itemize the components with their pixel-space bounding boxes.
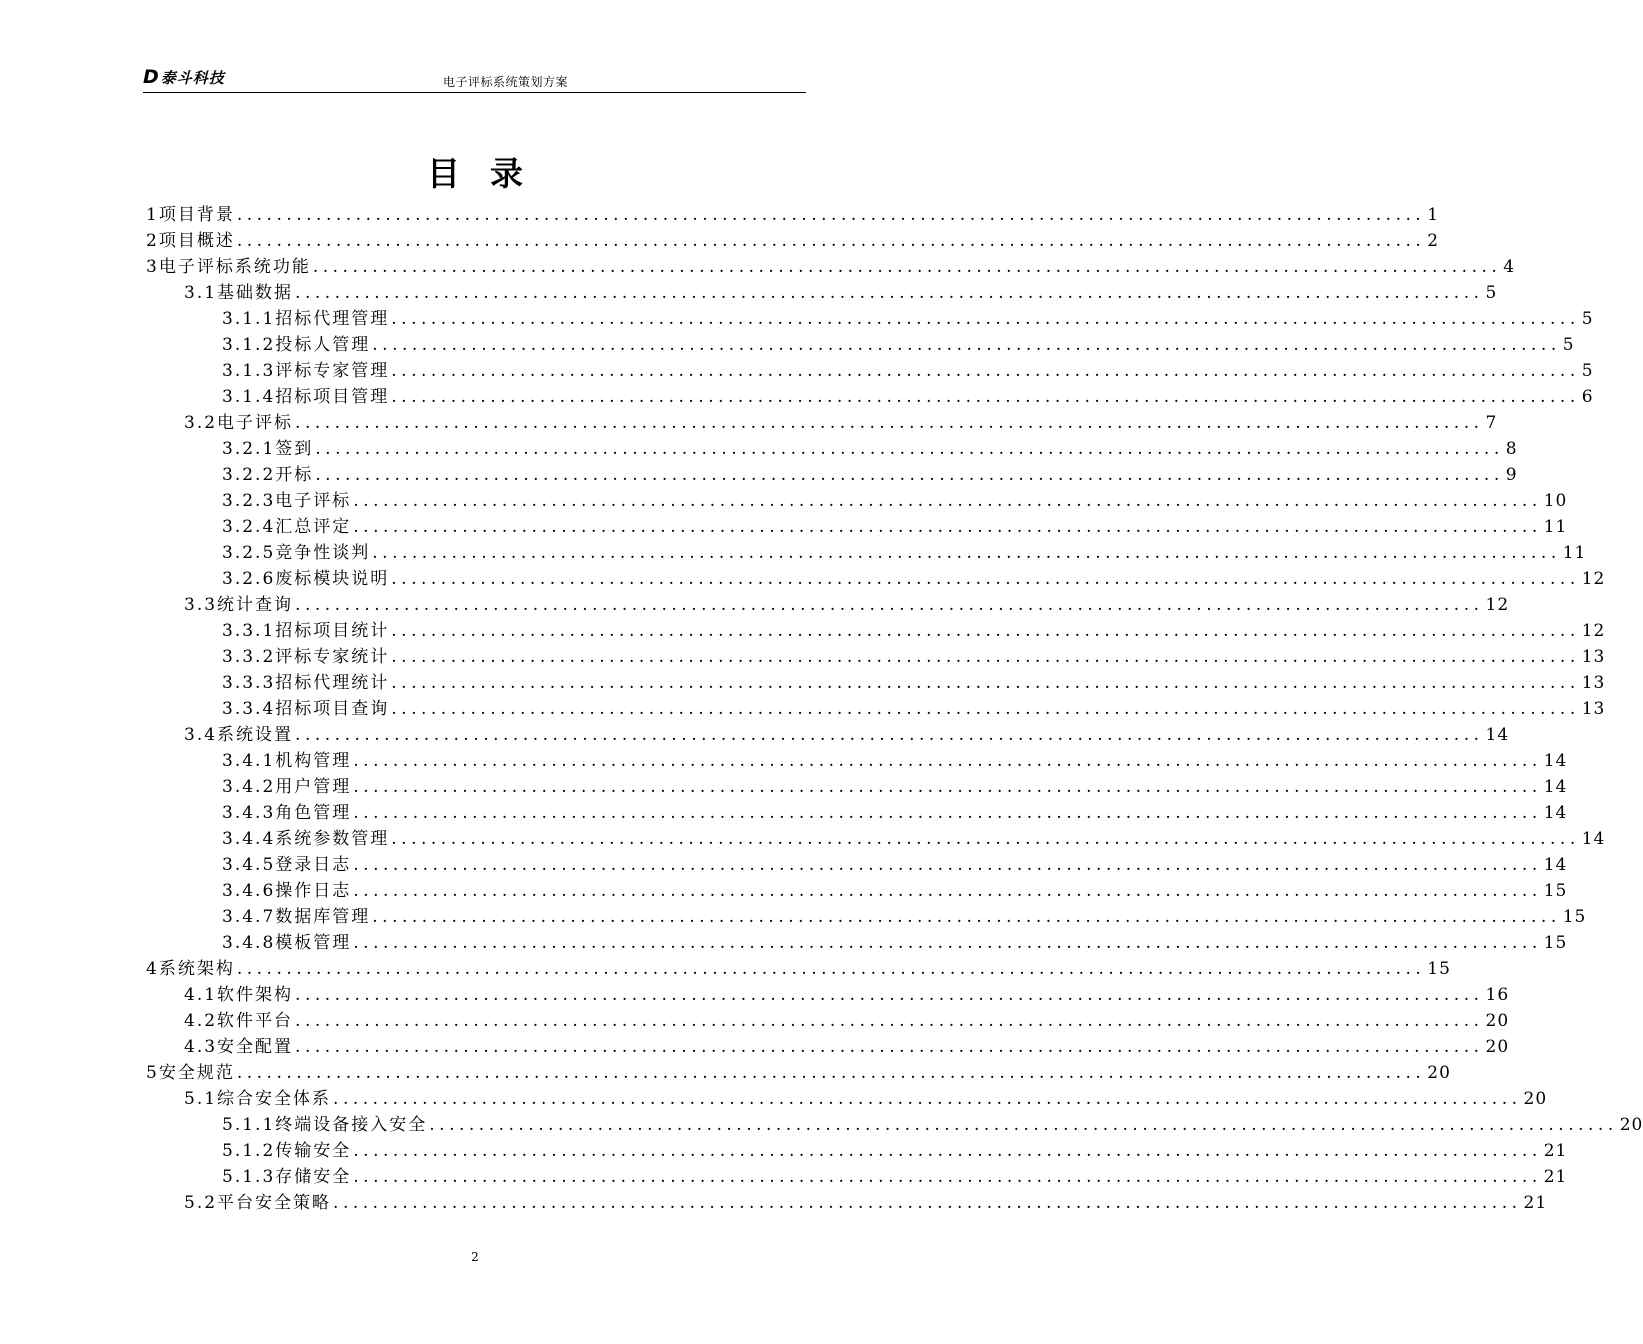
logo-mark: D — [143, 66, 160, 88]
toc-entry-page: 15 — [1543, 881, 1568, 901]
toc-entry-number: 3.1 — [184, 283, 218, 303]
toc-entry[interactable] — [146, 1138, 1568, 1164]
toc-entry[interactable] — [146, 1112, 1643, 1138]
toc-entry-label: 系统架构 — [158, 959, 235, 979]
toc-entry-number: 3.1.3 — [222, 361, 276, 381]
toc-entry-number: 3.4.3 — [222, 803, 276, 823]
toc-entry-page: 12 — [1581, 621, 1606, 641]
toc-entry-label: 项目概述 — [158, 231, 235, 251]
toc-entry-page: 20 — [1485, 1037, 1510, 1057]
toc-entry-number: 5 — [146, 1063, 159, 1083]
toc-dot-leader: ........................................................................................................................ — [391, 309, 1580, 329]
toc-dot-leader: ........................................................................................................................ — [372, 907, 1561, 927]
toc-dot-leader: ........................................................................................................................ — [295, 413, 1484, 433]
toc-entry-number: 3.2.3 — [222, 491, 276, 511]
toc-entry-page: 12 — [1485, 595, 1510, 615]
toc-entry[interactable] — [146, 722, 1510, 748]
table-of-contents — [146, 202, 1643, 1216]
toc-entry-page: 21 — [1523, 1193, 1548, 1213]
toc-entry-label: 用户管理 — [275, 777, 352, 797]
toc-entry-number: 5.2 — [184, 1193, 218, 1213]
toc-dot-leader: ........................................................................................................................ — [372, 543, 1561, 563]
toc-entry[interactable] — [146, 670, 1606, 696]
toc-entry-number: 3.4.8 — [222, 933, 276, 953]
toc-entry-page: 2 — [1427, 231, 1440, 251]
toc-entry-page: 14 — [1581, 829, 1606, 849]
toc-entry-page: 15 — [1543, 933, 1568, 953]
toc-entry[interactable] — [146, 592, 1510, 618]
toc-entry-label: 安全规范 — [158, 1063, 235, 1083]
toc-dot-leader: ........................................................................................................................ — [391, 569, 1580, 589]
toc-entry-label: 模板管理 — [275, 933, 352, 953]
toc-entry[interactable] — [146, 800, 1568, 826]
toc-entry-label: 平台安全策略 — [217, 1193, 332, 1213]
toc-dot-leader: ........................................................................................................................ — [295, 1011, 1484, 1031]
toc-entry-label: 电子评标 — [217, 413, 294, 433]
toc-entry-page: 9 — [1505, 465, 1518, 485]
toc-entry-label: 招标项目管理 — [275, 387, 390, 407]
toc-entry-label: 机构管理 — [275, 751, 352, 771]
toc-entry-number: 3.1.1 — [222, 309, 276, 329]
toc-entry[interactable] — [146, 644, 1606, 670]
toc-dot-leader: ........................................................................................................................ — [353, 517, 1542, 537]
toc-entry-page: 5 — [1581, 309, 1594, 329]
toc-entry-page: 16 — [1485, 985, 1510, 1005]
toc-entry-page: 20 — [1427, 1063, 1451, 1083]
toc-entry-number: 5.1.2 — [222, 1141, 276, 1161]
toc-entry-label: 角色管理 — [275, 803, 352, 823]
company-logo — [143, 66, 225, 88]
toc-entry-number: 3.3.3 — [222, 673, 276, 693]
toc-entry-number: 3.3.4 — [222, 699, 276, 719]
toc-entry-label: 招标代理管理 — [275, 309, 390, 329]
toc-entry-number: 4.3 — [184, 1037, 218, 1057]
toc-entry[interactable] — [146, 280, 1498, 306]
toc-entry-number: 2 — [146, 231, 159, 251]
logo-text: 泰斗科技 — [160, 69, 225, 87]
toc-entry-number: 3.1.4 — [222, 387, 276, 407]
toc-entry-number: 3 — [146, 257, 159, 277]
toc-heading: 目录 — [427, 154, 553, 193]
toc-entry-page: 14 — [1543, 855, 1568, 875]
toc-entry-label: 统计查询 — [217, 595, 294, 615]
toc-entry-number: 3.4.7 — [222, 907, 276, 927]
toc-entry[interactable] — [146, 904, 1587, 930]
toc-dot-leader: ........................................................................................................................ — [333, 1089, 1522, 1109]
toc-entry[interactable] — [146, 202, 1440, 228]
toc-entry[interactable] — [146, 514, 1568, 540]
toc-dot-leader: ........................................................................................................................ — [312, 257, 1502, 277]
toc-entry-number: 3.3.2 — [222, 647, 276, 667]
toc-entry[interactable] — [146, 228, 1440, 254]
toc-entry-page: 11 — [1562, 543, 1587, 563]
toc-entry[interactable] — [146, 410, 1498, 436]
toc-dot-leader: ........................................................................................................................ — [236, 205, 1426, 225]
toc-entry[interactable] — [146, 774, 1568, 800]
toc-entry[interactable] — [146, 488, 1568, 514]
toc-entry-page: 14 — [1543, 803, 1568, 823]
toc-dot-leader: ........................................................................................................................ — [353, 855, 1542, 875]
toc-dot-leader: ........................................................................................................................ — [391, 699, 1580, 719]
toc-entry-number: 5.1 — [184, 1089, 218, 1109]
toc-entry[interactable] — [146, 852, 1568, 878]
toc-entry[interactable] — [146, 878, 1568, 904]
toc-entry-label: 传输安全 — [275, 1141, 352, 1161]
toc-entry-page: 20 — [1523, 1089, 1548, 1109]
toc-entry-label: 招标项目查询 — [275, 699, 390, 719]
toc-entry-page: 7 — [1485, 413, 1498, 433]
toc-entry-label: 存储安全 — [275, 1167, 352, 1187]
toc-entry-number: 4.2 — [184, 1011, 218, 1031]
toc-entry[interactable] — [146, 1060, 1451, 1086]
toc-entry-label: 系统参数管理 — [275, 829, 390, 849]
toc-entry-number: 3.2.6 — [222, 569, 276, 589]
toc-entry-page: 12 — [1581, 569, 1606, 589]
toc-dot-leader: ........................................................................................................................ — [391, 361, 1580, 381]
toc-entry-page: 20 — [1485, 1011, 1510, 1031]
toc-entry[interactable] — [146, 254, 1516, 280]
toc-entry-label: 废标模块说明 — [275, 569, 390, 589]
toc-dot-leader: ........................................................................................................................ — [353, 1167, 1542, 1187]
toc-entry-label: 安全配置 — [217, 1037, 294, 1057]
toc-entry[interactable] — [146, 1086, 1548, 1112]
toc-dot-leader: ........................................................................................................................ — [295, 283, 1484, 303]
toc-dot-leader: ........................................................................................................................ — [295, 1037, 1484, 1057]
toc-entry-page: 15 — [1427, 959, 1451, 979]
toc-entry-page: 11 — [1543, 517, 1568, 537]
toc-entry-number: 3.2.4 — [222, 517, 276, 537]
toc-dot-leader: ........................................................................................................................ — [236, 231, 1426, 251]
toc-dot-leader: ........................................................................................................................ — [353, 777, 1542, 797]
toc-entry-number: 4.1 — [184, 985, 218, 1005]
toc-dot-leader: ........................................................................................................................ — [391, 829, 1580, 849]
toc-entry[interactable] — [146, 384, 1594, 410]
toc-entry-page: 6 — [1581, 387, 1594, 407]
toc-entry-number: 3.2.1 — [222, 439, 276, 459]
toc-entry-label: 终端设备接入安全 — [275, 1115, 428, 1135]
toc-entry-page: 5 — [1562, 335, 1575, 355]
toc-dot-leader: ........................................................................................................................ — [429, 1115, 1618, 1135]
toc-entry-label: 开标 — [275, 465, 314, 485]
toc-dot-leader: ........................................................................................................................ — [353, 1141, 1542, 1161]
toc-dot-leader: ........................................................................................................................ — [353, 803, 1542, 823]
toc-entry[interactable] — [146, 358, 1594, 384]
toc-entry[interactable] — [146, 696, 1606, 722]
toc-entry-page: 21 — [1543, 1141, 1568, 1161]
document-title: 电子评标系统策划方案 — [443, 75, 569, 89]
toc-dot-leader: ........................................................................................................................ — [315, 465, 1504, 485]
toc-entry-label: 操作日志 — [275, 881, 352, 901]
toc-entry-page: 10 — [1543, 491, 1568, 511]
toc-entry-label: 招标代理统计 — [275, 673, 390, 693]
toc-dot-leader: ........................................................................................................................ — [333, 1193, 1522, 1213]
toc-dot-leader: ........................................................................................................................ — [353, 751, 1542, 771]
toc-entry[interactable] — [146, 436, 1518, 462]
toc-dot-leader: ........................................................................................................................ — [391, 647, 1580, 667]
toc-entry[interactable] — [146, 306, 1594, 332]
toc-entry-number: 5.1.3 — [222, 1167, 276, 1187]
toc-entry-number: 4 — [146, 959, 159, 979]
toc-entry-number: 3.2.5 — [222, 543, 276, 563]
toc-entry-number: 3.4 — [184, 725, 218, 745]
toc-dot-leader: ........................................................................................................................ — [353, 933, 1542, 953]
toc-entry[interactable] — [146, 618, 1606, 644]
toc-entry[interactable] — [146, 930, 1568, 956]
toc-entry-number: 3.4.5 — [222, 855, 276, 875]
toc-entry-page: 4 — [1503, 257, 1516, 277]
toc-entry-page: 13 — [1581, 699, 1606, 719]
toc-entry[interactable] — [146, 1164, 1568, 1190]
toc-entry-label: 软件平台 — [217, 1011, 294, 1031]
toc-entry-label: 投标人管理 — [275, 335, 371, 355]
toc-entry-page: 14 — [1543, 777, 1568, 797]
toc-entry-label: 电子评标 — [275, 491, 352, 511]
toc-entry[interactable] — [146, 826, 1606, 852]
toc-dot-leader: ........................................................................................................................ — [236, 1063, 1426, 1083]
toc-entry-label: 评标专家统计 — [275, 647, 390, 667]
toc-entry-label: 汇总评定 — [275, 517, 352, 537]
toc-entry-label: 综合安全体系 — [217, 1089, 332, 1109]
toc-dot-leader: ........................................................................................................................ — [315, 439, 1504, 459]
toc-entry-page: 14 — [1543, 751, 1568, 771]
toc-entry[interactable] — [146, 982, 1510, 1008]
toc-dot-leader: ........................................................................................................................ — [391, 673, 1580, 693]
toc-entry-label: 基础数据 — [217, 283, 294, 303]
toc-entry[interactable] — [146, 540, 1587, 566]
toc-entry-number: 3.4.6 — [222, 881, 276, 901]
toc-dot-leader: ........................................................................................................................ — [391, 387, 1580, 407]
toc-entry-page: 13 — [1581, 673, 1606, 693]
toc-entry-label: 电子评标系统功能 — [158, 257, 311, 277]
toc-dot-leader: ........................................................................................................................ — [372, 335, 1561, 355]
toc-entry-label: 项目背景 — [158, 205, 235, 225]
toc-entry-page: 5 — [1581, 361, 1594, 381]
toc-entry-page: 21 — [1543, 1167, 1568, 1187]
toc-entry[interactable] — [146, 1034, 1510, 1060]
toc-entry-number: 3.3.1 — [222, 621, 276, 641]
toc-entry-number: 5.1.1 — [222, 1115, 276, 1135]
toc-entry-page: 15 — [1562, 907, 1587, 927]
toc-entry[interactable] — [146, 1190, 1548, 1216]
toc-entry-page: 1 — [1427, 205, 1440, 225]
toc-entry-page: 8 — [1505, 439, 1518, 459]
toc-entry-number: 3.1.2 — [222, 335, 276, 355]
toc-entry-number: 3.4.4 — [222, 829, 276, 849]
toc-entry-label: 系统设置 — [217, 725, 294, 745]
toc-entry-number: 3.4.1 — [222, 751, 276, 771]
toc-entry[interactable] — [146, 956, 1451, 982]
toc-entry-label: 软件架构 — [217, 985, 294, 1005]
toc-dot-leader: ........................................................................................................................ — [295, 595, 1484, 615]
page-header — [143, 62, 806, 93]
toc-dot-leader: ........................................................................................................................ — [353, 881, 1542, 901]
toc-dot-leader: ........................................................................................................................ — [391, 621, 1580, 641]
toc-entry[interactable] — [146, 748, 1568, 774]
toc-entry[interactable] — [146, 566, 1606, 592]
toc-entry-page: 20 — [1619, 1115, 1643, 1135]
toc-entry-page: 14 — [1485, 725, 1510, 745]
toc-entry-number: 1 — [146, 205, 159, 225]
toc-entry-number: 3.2 — [184, 413, 218, 433]
toc-entry-label: 评标专家管理 — [275, 361, 390, 381]
toc-dot-leader: ........................................................................................................................ — [295, 725, 1484, 745]
toc-dot-leader: ........................................................................................................................ — [295, 985, 1484, 1005]
toc-entry[interactable] — [146, 332, 1575, 358]
toc-entry-page: 13 — [1581, 647, 1606, 667]
toc-entry-label: 登录日志 — [275, 855, 352, 875]
toc-dot-leader: ........................................................................................................................ — [236, 959, 1426, 979]
toc-entry[interactable] — [146, 1008, 1510, 1034]
toc-entry-label: 招标项目统计 — [275, 621, 390, 641]
toc-entry-label: 数据库管理 — [275, 907, 371, 927]
toc-entry[interactable] — [146, 462, 1518, 488]
toc-entry-label: 竞争性谈判 — [275, 543, 371, 563]
toc-entry-label: 签到 — [275, 439, 314, 459]
toc-entry-page: 5 — [1485, 283, 1498, 303]
toc-entry-number: 3.4.2 — [222, 777, 276, 797]
page-number: 2 — [471, 1250, 479, 1264]
toc-dot-leader: ........................................................................................................................ — [353, 491, 1542, 511]
toc-entry-number: 3.2.2 — [222, 465, 276, 485]
toc-entry-number: 3.3 — [184, 595, 218, 615]
